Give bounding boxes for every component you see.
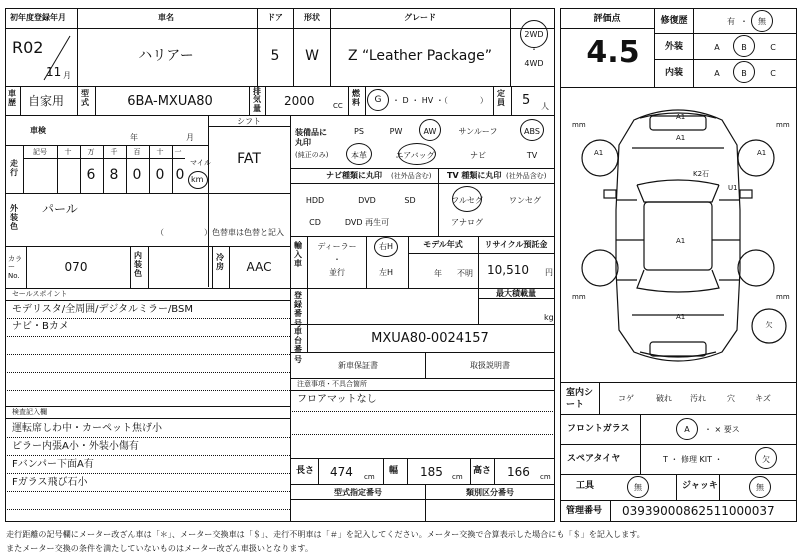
sales-points-label: セールスポイント <box>12 290 68 298</box>
navi-cd: CD <box>309 218 321 227</box>
import-left: 左H <box>378 268 394 277</box>
inspection-line-4: Fガラス飛び石小 <box>12 477 88 488</box>
chassis-value: MXUA80-0024157 <box>371 331 489 346</box>
fuel-options: ・ D ・ HV ・（ ） <box>392 96 488 105</box>
door-label: ドア <box>267 13 283 22</box>
exterior-a: A <box>714 43 720 52</box>
spare-opts: T ・ 修理 KIT ・ <box>663 455 723 464</box>
unit-5: 一 <box>174 148 182 156</box>
shape-value: W <box>305 48 319 64</box>
interior-a: A <box>714 69 720 78</box>
digit-2: 0 <box>132 167 142 183</box>
unit-2: 千 <box>110 148 118 156</box>
notes-value: フロアマットなし <box>297 394 377 405</box>
tv-analog: アナログ <box>451 218 483 227</box>
drive-2wd: 2WD <box>524 30 544 39</box>
diagram-mark-u1: U1 <box>728 184 738 192</box>
color-no-label: カラーNo. <box>8 255 22 280</box>
interior-b: B <box>741 69 747 78</box>
unit-0: 十 <box>64 148 72 156</box>
sales-line-2: ナビ・Bカメ <box>12 321 69 332</box>
height-value: 166 <box>507 465 530 479</box>
capacity-value: 5 <box>522 93 531 108</box>
jack-label: ジャッキ <box>682 481 718 491</box>
drive-dot: ・ <box>530 45 538 54</box>
capacity-unit: 人 <box>541 102 549 111</box>
month-unit: 月 <box>63 71 71 80</box>
model-label: 型式 <box>81 89 89 107</box>
mm-1: mm <box>572 121 586 129</box>
first-reg-month: 11 <box>46 65 62 79</box>
seat-opt-3: 穴 <box>727 394 735 403</box>
equip-abs: ABS <box>524 127 540 136</box>
mm-2: mm <box>776 121 790 129</box>
first-reg-year: R02 <box>12 38 44 57</box>
navi-sd: SD <box>404 196 416 205</box>
seat-opt-4: キズ <box>755 394 771 403</box>
diagram-mark-a1-front: A1 <box>676 113 686 121</box>
shaken-label: 車検 <box>30 126 46 135</box>
navi-dvd: DVD <box>358 196 376 205</box>
equipment-label: 装備品に丸印 <box>295 128 327 148</box>
interior-color-label: 内装色 <box>134 251 142 278</box>
length-unit: cm <box>364 473 375 481</box>
fuel-label: 燃料 <box>352 89 360 107</box>
ac-label: 冷房 <box>216 253 224 271</box>
color-label: 外装色 <box>10 204 18 231</box>
seat-opt-0: コゲ <box>618 394 634 403</box>
recycle-value: 10,510 <box>487 263 529 277</box>
sales-line-1: モデリスタ/全周囲/デジタルミラー/BSM <box>12 304 193 315</box>
diagram-mark-a1-rear: A1 <box>676 313 686 321</box>
model-year-label: モデル年式 <box>423 240 463 249</box>
category-value: 自家用 <box>28 94 65 108</box>
import-dot: ・ <box>333 255 341 264</box>
seat-label: 室内シート <box>566 388 594 410</box>
model-year-unknown: 不明 <box>457 269 473 278</box>
import-parallel: 並行 <box>329 268 345 277</box>
warranty-label: 新車保証書 <box>338 361 378 370</box>
equip-leather: 本革 <box>351 151 367 160</box>
manual-label: 取扱説明書 <box>470 361 510 370</box>
reg-no-label: 登録番号 <box>294 291 302 328</box>
score-value: 4.5 <box>586 35 640 70</box>
spare-label: スペアタイヤ <box>567 454 621 464</box>
mgmt-value: 03939000862511000037 <box>622 504 775 518</box>
interior-c: C <box>770 69 776 78</box>
equip-tv: TV <box>526 151 538 160</box>
width-unit: cm <box>452 473 463 481</box>
tv-note: (社外品含む) <box>506 172 547 180</box>
max-load-unit: kg <box>544 313 554 322</box>
length-value: 474 <box>330 465 353 479</box>
notes-label: 注意事項・不具合箇所 <box>297 380 367 388</box>
score-label: 評価点 <box>593 14 621 24</box>
grade-value: Z “Leather Package” <box>347 48 493 64</box>
tv-oneseg: ワンセグ <box>509 196 541 205</box>
cc-unit: CC <box>333 102 343 110</box>
import-right: 右H <box>378 242 394 251</box>
glass-x: ・ × 要ス <box>704 425 740 434</box>
recycle-unit: 円 <box>545 268 553 277</box>
diagram-mark-chip: 欠 <box>765 321 773 329</box>
width-label: 幅 <box>389 466 399 476</box>
unit-1: 万 <box>87 148 95 156</box>
repair-dot: ・ <box>740 17 748 26</box>
mileage-label: 走行 <box>10 159 18 177</box>
equip-sunroof: サンルーフ <box>458 127 498 136</box>
digit-0: 6 <box>86 167 96 183</box>
inspection-label: 検査記入欄 <box>12 408 47 416</box>
seat-opt-2: 汚れ <box>690 394 706 403</box>
notation-label: 記号 <box>33 148 47 156</box>
spare-missing: 欠 <box>762 455 770 464</box>
jack-value: 無 <box>756 483 764 492</box>
fuel-g: G <box>374 95 382 105</box>
car-name-value: ハリアー <box>138 48 194 64</box>
tools-label: 工具 <box>576 481 595 491</box>
repair-yes: 有 <box>727 17 735 26</box>
length-label: 長さ <box>296 466 315 476</box>
seat-opt-1: 破れ <box>656 394 672 403</box>
displacement-label: 排気量 <box>253 87 261 113</box>
mile-label: マイル <box>190 159 211 167</box>
equip-pw: PW <box>389 127 403 136</box>
glass-a: A <box>684 425 690 434</box>
mm-3: mm <box>572 293 586 301</box>
car-name-label: 車名 <box>158 13 174 22</box>
capacity-label: 定員 <box>497 89 505 107</box>
designation-class-label: 類別区分番号 <box>466 488 514 497</box>
equip-ps: PS <box>354 127 364 136</box>
shift-label: シフト <box>237 117 261 126</box>
height-label: 高さ <box>473 466 492 476</box>
recycle-label: リサイクル預託金 <box>484 240 548 249</box>
interior-label: 内装 <box>664 68 684 78</box>
tv-fullseg: フルセグ <box>451 196 483 205</box>
max-load-label: 最大積載量 <box>496 289 536 298</box>
diagram-mark-a1-rf: A1 <box>757 149 767 157</box>
import-label: 輸入車 <box>294 241 302 269</box>
navi-hdd: HDD <box>305 196 325 205</box>
repair-label: 修復歴 <box>660 16 688 26</box>
drive-4wd: 4WD <box>524 59 544 68</box>
shaken-month-unit: 月 <box>186 133 194 142</box>
diagram-mark-a1-hood: A1 <box>676 134 686 142</box>
doors-value: 5 <box>270 48 280 64</box>
digit-3: 0 <box>155 167 165 183</box>
mm-4: mm <box>776 293 790 301</box>
diagram-mark-a1-lf: A1 <box>594 149 604 157</box>
exterior-b: B <box>741 43 747 52</box>
displacement-value: 2000 <box>284 94 315 108</box>
height-unit: cm <box>540 473 551 481</box>
model-year-unit: 年 <box>434 269 442 278</box>
footer-line-1: 走行距離の記号欄にメーター改ざん車は「＊」、メーター交換車は「＄」、走行不明車は「＃」を記入してください。メーター交換で合算表示した場合にも「＄」を記入します。 <box>6 529 645 539</box>
diagram-mark-k2: K2石 <box>693 170 710 178</box>
category-label: 車歴 <box>8 89 16 107</box>
model-value: 6BA-MXUA80 <box>127 94 213 109</box>
mgmt-label: 管理番号 <box>566 506 603 516</box>
shaken-year-unit: 年 <box>130 133 138 142</box>
navi-dvd-play: DVD 再生可 <box>344 218 390 227</box>
km-label: km <box>191 175 204 184</box>
shape-label: 形状 <box>304 13 320 22</box>
chassis-label: 車台番号 <box>294 327 302 364</box>
inspection-line-3: Fバンパー下面A有 <box>12 459 94 470</box>
navi-note: (社外品含む) <box>391 172 432 180</box>
digit-4: 0 <box>175 167 185 183</box>
color-value: パール <box>42 202 78 216</box>
footer-line-2: またメーター交換の条件を満たしていないものはメーター改ざん車扱いとなります。 <box>6 543 313 553</box>
designation-type-label: 型式指定番号 <box>334 488 382 497</box>
grade-label: グレード <box>404 13 436 22</box>
repair-no: 無 <box>758 17 766 26</box>
width-value: 185 <box>420 465 443 479</box>
color-no-value: 070 <box>64 260 88 274</box>
inspection-line-1: 運転席しわ中・カーペット焦げ小 <box>12 423 162 434</box>
glass-label: フロントガラス <box>567 424 630 434</box>
digit-1: 8 <box>109 167 119 183</box>
diagram-mark-a1-side: A1 <box>676 237 686 245</box>
color-note: （ ）色替車は色替と記入 <box>156 228 284 237</box>
ac-value: AAC <box>246 260 272 274</box>
equipment-sublabel: (純正のみ) <box>295 151 329 159</box>
inspection-line-2: ピラー内張A小・外装小傷有 <box>12 441 139 452</box>
equip-navi: ナビ <box>470 151 486 160</box>
equip-airbag: エアバッグ <box>395 151 435 160</box>
equip-aw: AW <box>423 127 437 136</box>
shift-value: FAT <box>237 151 261 167</box>
import-dealer: ディーラー <box>317 242 357 251</box>
first-reg-label: 初年度登録年月 <box>10 13 66 22</box>
navi-label: ナビ種類に丸印 <box>326 171 382 180</box>
unit-3: 百 <box>133 148 141 156</box>
tv-label: TV 種類に丸印 <box>447 171 502 180</box>
exterior-label: 外装 <box>664 42 684 52</box>
exterior-c: C <box>770 43 776 52</box>
unit-4: 十 <box>156 148 164 156</box>
tools-value: 無 <box>634 483 642 492</box>
